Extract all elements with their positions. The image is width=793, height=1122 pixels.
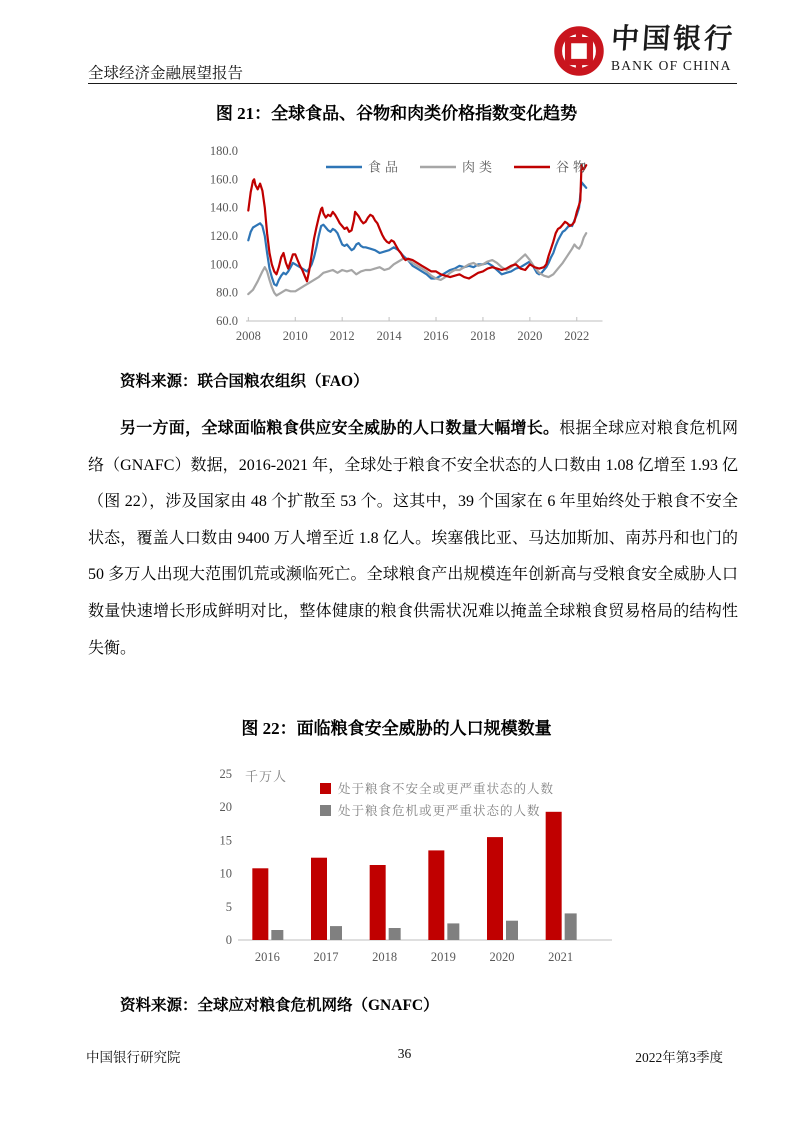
legend-label: 处于粮食不安全或更严重状态的人数 [338,782,555,796]
y-tick-label: 60.0 [216,314,238,328]
x-tick-label: 2020 [517,329,543,343]
figure22-bar-chart [215,760,635,975]
y-tick-label: 160.0 [209,172,238,187]
y-tick-label: 100.0 [209,257,238,272]
bar-insecure [252,868,268,940]
bar-insecure [546,812,562,940]
figure21-line-chart [208,143,628,348]
x-tick-label: 2016 [423,329,449,343]
bar-crisis [565,913,577,940]
bar-insecure [428,850,444,940]
x-tick-label: 2017 [313,950,339,964]
y-axis-unit-label: 千万人 [245,769,288,784]
y-tick-label: 5 [225,899,232,914]
boc-emblem-icon [554,26,604,76]
bar-crisis [506,921,518,940]
figure22-source: 资料来源：全球应对粮食危机网络（GNAFC） [120,997,439,1014]
x-tick-label: 2008 [235,329,261,343]
boc-logo [554,24,735,76]
x-tick-label: 2019 [430,950,456,964]
paragraph-bold-lead: 另一方面，全球面临粮食供应安全威胁的人口数量大幅增长。 [120,420,560,437]
header-rule [88,83,737,84]
legend-label: 处于粮食危机或更严重状态的人数 [338,804,541,818]
bar-insecure [370,865,386,940]
y-tick-label: 80.0 [216,285,238,300]
bar-insecure [311,858,327,940]
boc-logo-chinese: 中国银行 [609,24,737,55]
bar-crisis [447,923,459,940]
x-tick-label: 2016 [254,950,280,964]
figure21-title: 图 21：全球食品、谷物和肉类价格指数变化趋势 [215,104,578,123]
y-tick-label: 140.0 [209,200,238,215]
page-footer [86,1046,723,1066]
figure21-source: 资料来源：联合国粮农组织（FAO） [120,373,369,390]
footer-quarter: 2022年第3季度 [635,1050,723,1065]
x-tick-label: 2012 [329,329,355,343]
boc-logo-text [611,24,735,74]
x-tick-label: 2014 [376,329,402,343]
y-tick-label: 25 [219,767,232,781]
paragraph-rest: 根据全球应对粮食危机网络（GNAFC）数据，2016-2021 年，全球处于粮食不安全状态的人口数由 1.08 亿增至 1.93 亿（图 22），涉及国家由 48 个扩散至 53 个。这其中，39 个国家在 6 年里始终处于粮食不安全状态，覆盖人口数由 9400 万人增至近 1.8 亿人。埃塞俄比亚、马达加斯加、南苏丹和也门的 50 多万人出现大范围饥荒或濒临死亡。全球粮食产出规模连年创新高与受粮食安全威胁人口数量快速增长形成鲜明对比，整体健康的粮食供需状况难以掩盖全球粮食贸易格局的结构性失衡。 [88,420,738,657]
bar-crisis [271,930,283,940]
figure22-title: 图 22：面临粮食安全威胁的人口规模数量 [241,719,552,738]
body-paragraph [88,411,738,667]
legend-label: 食品 [368,159,403,175]
x-tick-label: 2018 [372,950,398,964]
x-tick-label: 2020 [489,950,515,964]
footer-page-number: 36 [397,1046,412,1061]
x-tick-label: 2018 [470,329,496,343]
y-tick-label: 180.0 [209,144,238,158]
x-tick-label: 2021 [548,950,574,964]
footer-institute: 中国银行研究院 [86,1050,181,1065]
legend-label: 谷物 [556,159,591,175]
x-tick-label: 2010 [282,329,308,343]
bar-crisis [389,928,401,940]
legend-square-swatch [320,805,331,816]
y-tick-label: 20 [219,800,232,815]
series-line [248,165,586,281]
y-tick-label: 15 [219,833,232,848]
y-tick-label: 0 [225,933,232,947]
y-tick-label: 10 [219,866,232,881]
legend-square-swatch [320,783,331,794]
legend-label: 肉类 [462,159,497,175]
x-tick-label: 2022 [564,329,590,343]
bar-insecure [487,837,503,940]
report-header-title: 全球经济金融展望报告 [88,65,244,82]
y-tick-label: 120.0 [209,229,238,243]
bar-crisis [330,926,342,940]
boc-logo-english: BANK OF CHINA [611,58,732,73]
